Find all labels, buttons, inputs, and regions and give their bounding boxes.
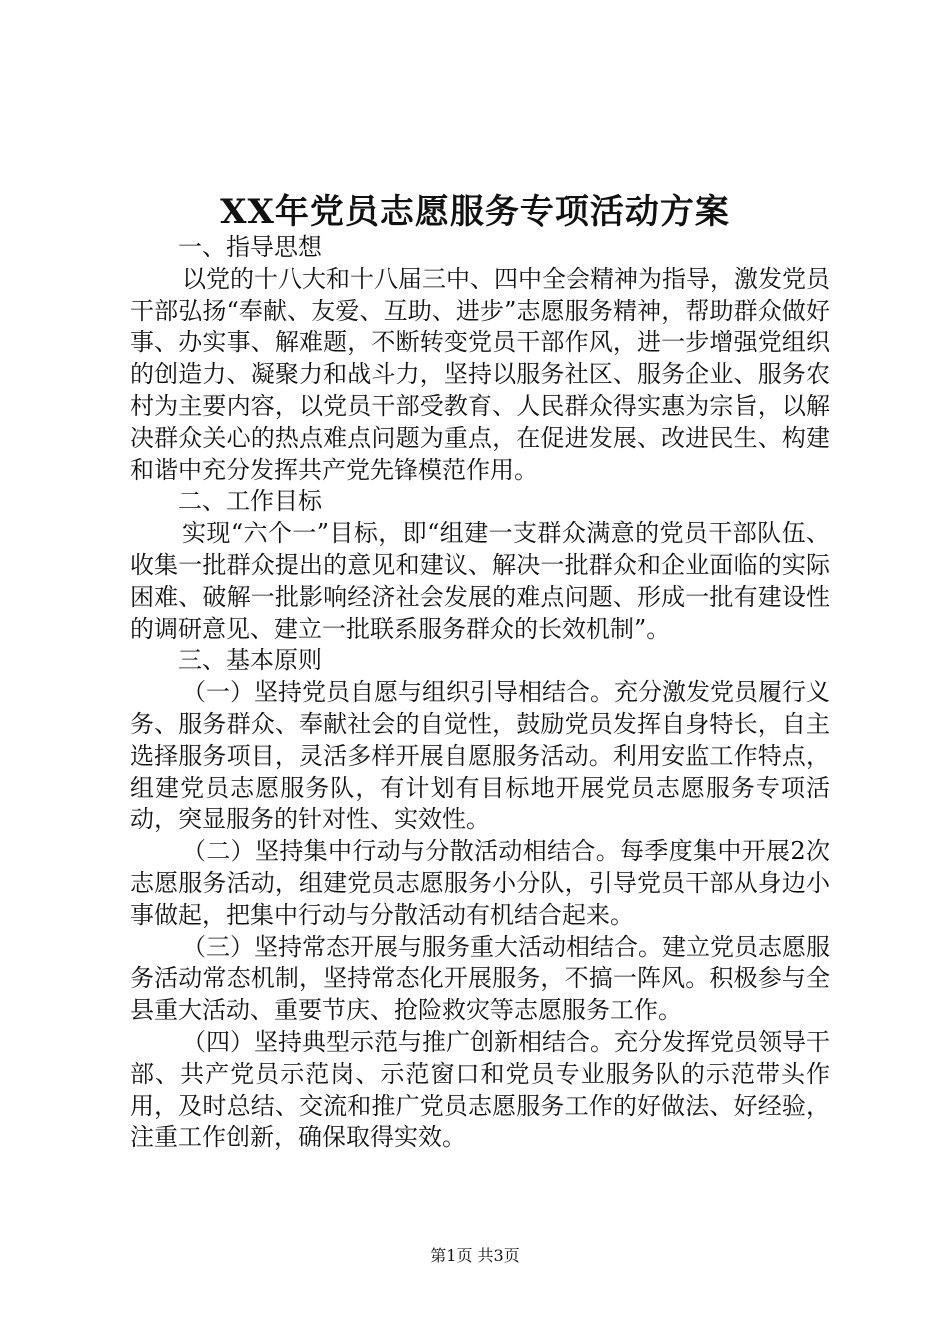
section-heading: 二、工作目标	[178, 487, 322, 516]
page-footer: 第1页 共3页	[430, 1246, 520, 1265]
paragraph: （四）坚持典型示范与推广创新相结合。充分发挥党员领导干部、共产党员示范岗、示范窗口和党员专业服务队的示范带头作用，及时总结、交流和推广党员志愿服务工作的好做法、好经验，注重工作创新，确保取得实效。	[130, 1027, 830, 1152]
paragraph: 实现“六个一”目标，即“组建一支群众满意的党员干部队伍、收集一批群众提出的意见和建议、解决一批群众和企业面临的实际困难、破解一批影响经济社会发展的难点问题、形成一批有建设性的调研意见、建立一批联系服务群众的长效机制”。	[130, 519, 830, 643]
paragraph: （三）坚持常态开展与服务重大活动相结合。建立党员志愿服务活动常态机制，坚持常态化开展服务，不搞一阵风。积极参与全县重大活动、重要节庆、抢险救灾等志愿服务工作。	[130, 932, 830, 1025]
paragraph: 以党的十八大和十八届三中、四中全会精神为指导，激发党员干部弘扬“奉献、友爱、互助、进步”志愿服务精神，帮助群众做好事、办实事、解难题，不断转变党员干部作风，进一步增强党组织的创造力、凝聚力和战斗力，坚持以服务社区、服务企业、服务农村为主要内容，以党员干部受教育、人民群众得实惠为宗旨，以解决群众关心的热点难点问题为重点，在促进发展、改进民生、构建和谐中充分发挥共产党先锋模范作用。	[130, 264, 830, 484]
section-heading: 一、指导思想	[178, 233, 322, 261]
paragraph: （二）坚持集中行动与分散活动相结合。每季度集中开展2次志愿服务活动，组建党员志愿服务小分队，引导党员干部从身边小事做起，把集中行动与分散活动有机结合起来。	[130, 837, 830, 929]
document-title: XX年党员志愿服务专项活动方案	[220, 192, 730, 232]
paragraph: （一）坚持党员自愿与组织引导相结合。充分激发党员履行义务、服务群众、奉献社会的自觉性，鼓励党员发挥自身特长，自主选择服务项目，灵活多样开展自愿服务活动。利用安监工作特点，组建党员志愿服务队，有计划有目标地开展党员志愿服务专项活动，突显服务的针对性、实效性。	[130, 678, 830, 834]
section-heading: 三、基本原则	[178, 646, 322, 675]
document-body	[130, 232, 830, 1154]
